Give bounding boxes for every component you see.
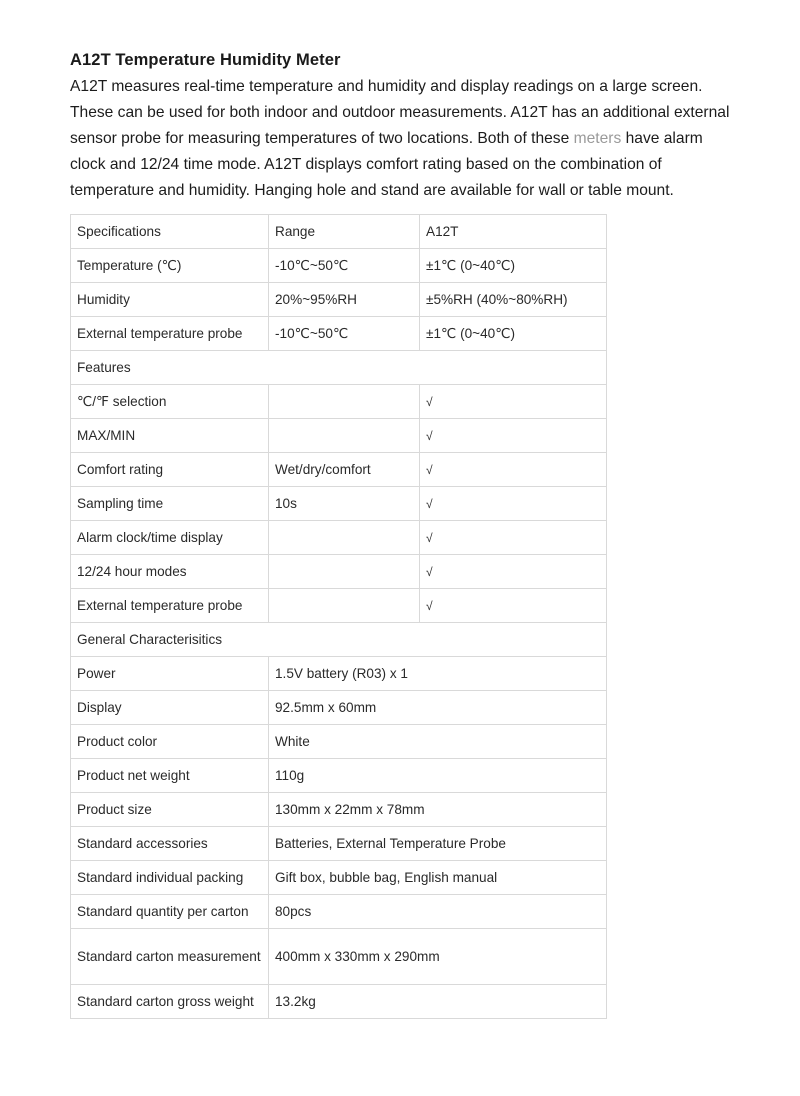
spec-value: ±1℃ (0~40℃) xyxy=(420,249,607,283)
feature-check: √ xyxy=(420,419,607,453)
general-value: 13.2kg xyxy=(269,985,607,1019)
feature-name: MAX/MIN xyxy=(71,419,269,453)
intro-text: A12T measures real-time temperature and humidity and display readings on a large screen. These can be used for both indoor and outdoor measurements. A12T has an additional external sensor probe for measuring temperatures of two locations. Both of these xyxy=(70,78,730,147)
feature-name: External temperature probe xyxy=(71,589,269,623)
general-name: Standard accessories xyxy=(71,827,269,861)
feature-row xyxy=(71,385,607,419)
feature-name: Sampling time xyxy=(71,487,269,521)
feature-check: √ xyxy=(420,385,607,419)
intro-paragraph xyxy=(70,74,742,204)
section-row-features xyxy=(71,351,607,385)
feature-row xyxy=(71,589,607,623)
document-title: A12T Temperature Humidity Meter xyxy=(70,51,341,69)
general-name: Standard carton measurement xyxy=(71,929,269,985)
general-value: 400mm x 330mm x 290mm xyxy=(269,929,607,985)
feature-check: √ xyxy=(420,555,607,589)
spec-value: ±1℃ (0~40℃) xyxy=(420,317,607,351)
spec-value: ±5%RH (40%~80%RH) xyxy=(420,283,607,317)
general-row xyxy=(71,895,607,929)
general-row xyxy=(71,827,607,861)
feature-check: √ xyxy=(420,487,607,521)
general-name: Standard quantity per carton xyxy=(71,895,269,929)
feature-name: Alarm clock/time display xyxy=(71,521,269,555)
general-value: Batteries, External Temperature Probe xyxy=(269,827,607,861)
general-name: Standard carton gross weight xyxy=(71,985,269,1019)
feature-row xyxy=(71,521,607,555)
general-row xyxy=(71,691,607,725)
general-row xyxy=(71,759,607,793)
feature-row xyxy=(71,419,607,453)
general-value: Gift box, bubble bag, English manual xyxy=(269,861,607,895)
general-name: Product size xyxy=(71,793,269,827)
spec-name: External temperature probe xyxy=(71,317,269,351)
feature-name: 12/24 hour modes xyxy=(71,555,269,589)
feature-check: √ xyxy=(420,589,607,623)
spec-row xyxy=(71,249,607,283)
section-title-general: General Characterisitics xyxy=(71,623,607,657)
general-value: White xyxy=(269,725,607,759)
general-value: 80pcs xyxy=(269,895,607,929)
header-cell: A12T xyxy=(420,215,607,249)
general-name: Product net weight xyxy=(71,759,269,793)
feature-detail xyxy=(269,419,420,453)
spec-range: -10℃~50℃ xyxy=(269,317,420,351)
general-row xyxy=(71,929,607,985)
header-cell: Range xyxy=(269,215,420,249)
general-row xyxy=(71,657,607,691)
general-row xyxy=(71,861,607,895)
specification-table xyxy=(70,214,607,1019)
feature-name: Comfort rating xyxy=(71,453,269,487)
feature-check: √ xyxy=(420,521,607,555)
general-value: 110g xyxy=(269,759,607,793)
general-row xyxy=(71,725,607,759)
feature-detail: Wet/dry/comfort xyxy=(269,453,420,487)
feature-detail xyxy=(269,589,420,623)
general-name: Product color xyxy=(71,725,269,759)
feature-detail xyxy=(269,521,420,555)
general-row xyxy=(71,793,607,827)
general-value: 130mm x 22mm x 78mm xyxy=(269,793,607,827)
section-row-general xyxy=(71,623,607,657)
intro-faded-word: meters xyxy=(573,130,622,147)
general-name: Display xyxy=(71,691,269,725)
spec-name: Humidity xyxy=(71,283,269,317)
feature-detail xyxy=(269,385,420,419)
feature-row xyxy=(71,555,607,589)
spec-range: 20%~95%RH xyxy=(269,283,420,317)
general-value: 1.5V battery (R03) x 1 xyxy=(269,657,607,691)
spec-name: Temperature (℃) xyxy=(71,249,269,283)
general-value: 92.5mm x 60mm xyxy=(269,691,607,725)
intro-text-rest: have alarm clock and 12/24 time mode. A12T displays comfort rating based on the combination of temperature and humidity. Hanging hole and stand are available for wall or table mount. xyxy=(70,130,703,199)
feature-detail xyxy=(269,555,420,589)
general-name: Standard individual packing xyxy=(71,861,269,895)
spec-row xyxy=(71,283,607,317)
spec-row xyxy=(71,317,607,351)
section-title-features: Features xyxy=(71,351,607,385)
general-row xyxy=(71,985,607,1019)
header-cell: Specifications xyxy=(71,215,269,249)
feature-name: ℃/℉ selection xyxy=(71,385,269,419)
feature-row xyxy=(71,487,607,521)
table-header-row xyxy=(71,215,607,249)
general-name: Power xyxy=(71,657,269,691)
feature-check: √ xyxy=(420,453,607,487)
spec-range: -10℃~50℃ xyxy=(269,249,420,283)
feature-row xyxy=(71,453,607,487)
feature-detail: 10s xyxy=(269,487,420,521)
